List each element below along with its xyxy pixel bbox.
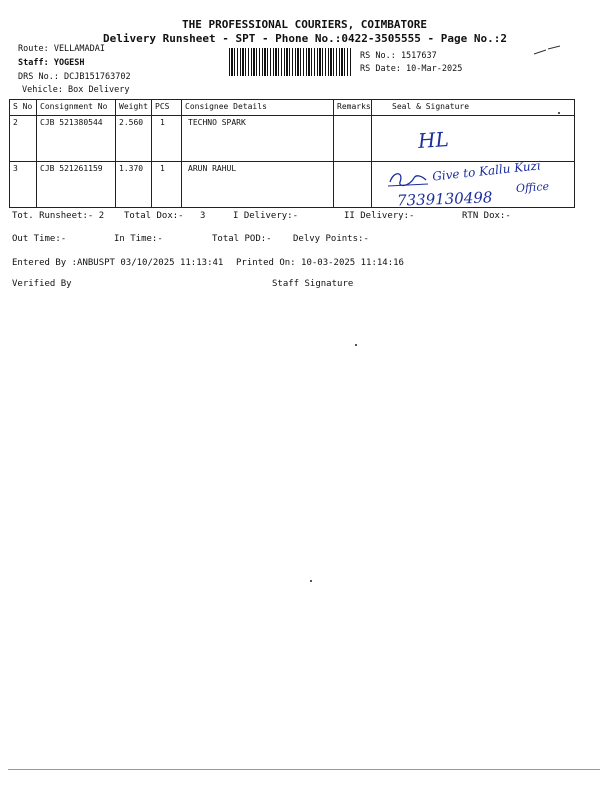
delivery-points: Delvy Points:-: [293, 234, 369, 244]
company-title: THE PROFESSIONAL COURIERS, COIMBATORE: [182, 18, 428, 31]
ii-delivery: II Delivery:-: [344, 211, 415, 221]
cell-pcs: 1: [152, 116, 182, 162]
staff-signature: Staff Signature: [272, 279, 354, 289]
rs-date: RS Date: 10-Mar-2025: [360, 64, 463, 74]
in-time: In Time:-: [114, 234, 163, 244]
handwritten-note-line2: Office: [515, 179, 550, 196]
col-header-remarks: Remarks: [334, 100, 372, 116]
cell-sno: 2: [10, 116, 37, 162]
total-pod: Total POD:-: [212, 234, 272, 244]
handwritten-note-line1: Give to Kallu Kuzi: [431, 158, 542, 184]
table-row: [10, 116, 575, 162]
handwritten-signature-1: HL: [417, 126, 450, 154]
scan-speck: [355, 344, 357, 346]
cell-weight: 1.370: [116, 162, 152, 208]
col-header-sno: S No: [10, 100, 37, 116]
rtn-dox: RTN Dox:-: [462, 211, 511, 221]
i-delivery: I Delivery:-: [233, 211, 299, 221]
total-dox-label: Total Dox:-: [124, 211, 184, 221]
printed-on: Printed On: 10-03-2025 11:14:16: [236, 258, 404, 268]
scan-edge-line: [8, 769, 600, 770]
pen-mark-icon: [532, 44, 562, 58]
col-header-pcs: PCS: [152, 100, 182, 116]
runsheet-subtitle: Delivery Runsheet - SPT - Phone No.:0422-3505555 - Page No.:2: [103, 32, 507, 45]
col-header-weight: Weight: [116, 100, 152, 116]
scan-speck: [310, 580, 312, 582]
cell-consignment: CJB 521261159: [37, 162, 116, 208]
cell-remarks: [334, 116, 372, 162]
cell-weight: 2.560: [116, 116, 152, 162]
col-header-consignment: Consignment No: [37, 100, 116, 116]
scan-speck: [558, 112, 560, 114]
barcode-image: [229, 48, 351, 76]
verified-by: Verified By: [12, 279, 72, 289]
handwritten-phone: 7339130498: [396, 188, 493, 210]
staff-label: Staff: YOGESH: [18, 58, 85, 68]
vehicle-label: Vehicle: Box Delivery: [22, 85, 130, 95]
cell-consignee: TECHNO SPARK: [182, 116, 334, 162]
cell-signature: [372, 116, 575, 162]
signature-scribble-icon: [386, 168, 430, 190]
total-dox-value: 3: [200, 211, 206, 221]
col-header-consignee: Consignee Details: [182, 100, 334, 116]
out-time: Out Time:-: [12, 234, 67, 244]
rs-number: RS No.: 1517637: [360, 51, 437, 61]
cell-pcs: 1: [152, 162, 182, 208]
total-runsheet: Tot. Runsheet:- 2: [12, 211, 105, 221]
cell-consignment: CJB 521380544: [37, 116, 116, 162]
route-label: Route: VELLAMADAI: [18, 44, 105, 54]
cell-consignee: ARUN RAHUL: [182, 162, 334, 208]
table-header-row: [10, 100, 575, 116]
entered-by: Entered By :ANBUSPT 03/10/2025 11:13:41: [12, 258, 224, 268]
col-header-signature: Seal & Signature: [372, 100, 575, 116]
drs-number: DRS No.: DCJB151763702: [18, 72, 131, 82]
cell-sno: 3: [10, 162, 37, 208]
cell-remarks: [334, 162, 372, 208]
